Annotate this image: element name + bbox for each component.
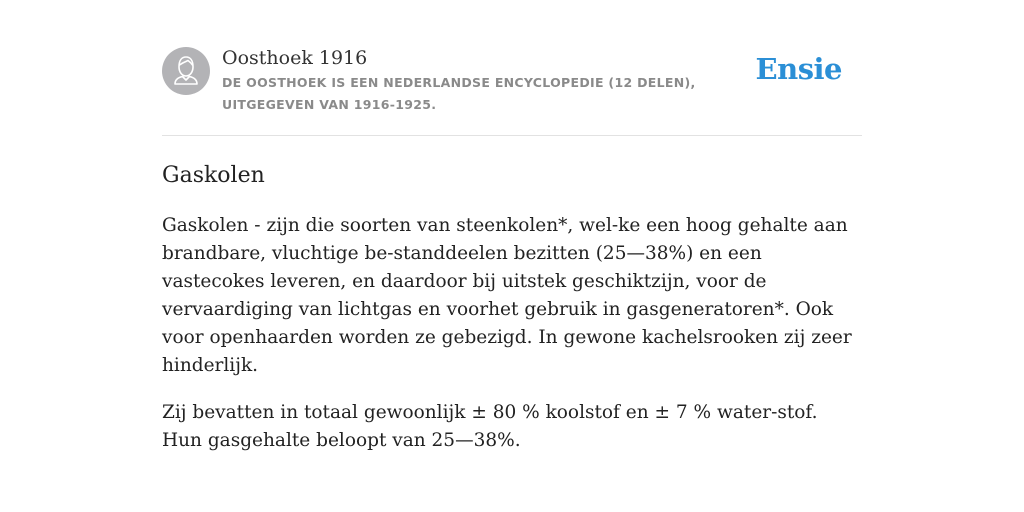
article-body [162, 212, 862, 455]
article-paragraph: Zij bevatten in totaal gewoonlijk ± 80 % koolstof en ± 7 % water-stof. Hun gasgehalte beloopt van 25—38%. [162, 402, 818, 451]
source-description: DE OOSTHOEK IS EEN NEDERLANDSE ENCYCLOPEDIE (12 DELEN), UITGEGEVEN VAN 1916-1925. [222, 75, 696, 112]
source-header [162, 46, 862, 136]
article-title: Gaskolen [162, 163, 265, 188]
user-silhouette-icon [162, 47, 210, 95]
article-card [162, 46, 862, 474]
article-paragraph: Gaskolen - zijn die soorten van steenkolen*, wel-ke een hoog gehalte aan brandbare, vluchtige be-standdeelen bezitten (25—38%) en een vastecokes leveren, en daardoor bij uitstek geschiktzijn, voor de vervaardiging van lichtgas en voorhet gebruik in gasgeneratoren*. Ook voor openhaarden worden ze gebezigd. In gewone kachelsrooken zij zeer hinderlijk. [162, 215, 852, 376]
avatar[interactable] [162, 47, 210, 95]
ensie-logo[interactable]: Ensie [755, 52, 842, 86]
source-name[interactable]: Oosthoek 1916 [222, 47, 368, 69]
